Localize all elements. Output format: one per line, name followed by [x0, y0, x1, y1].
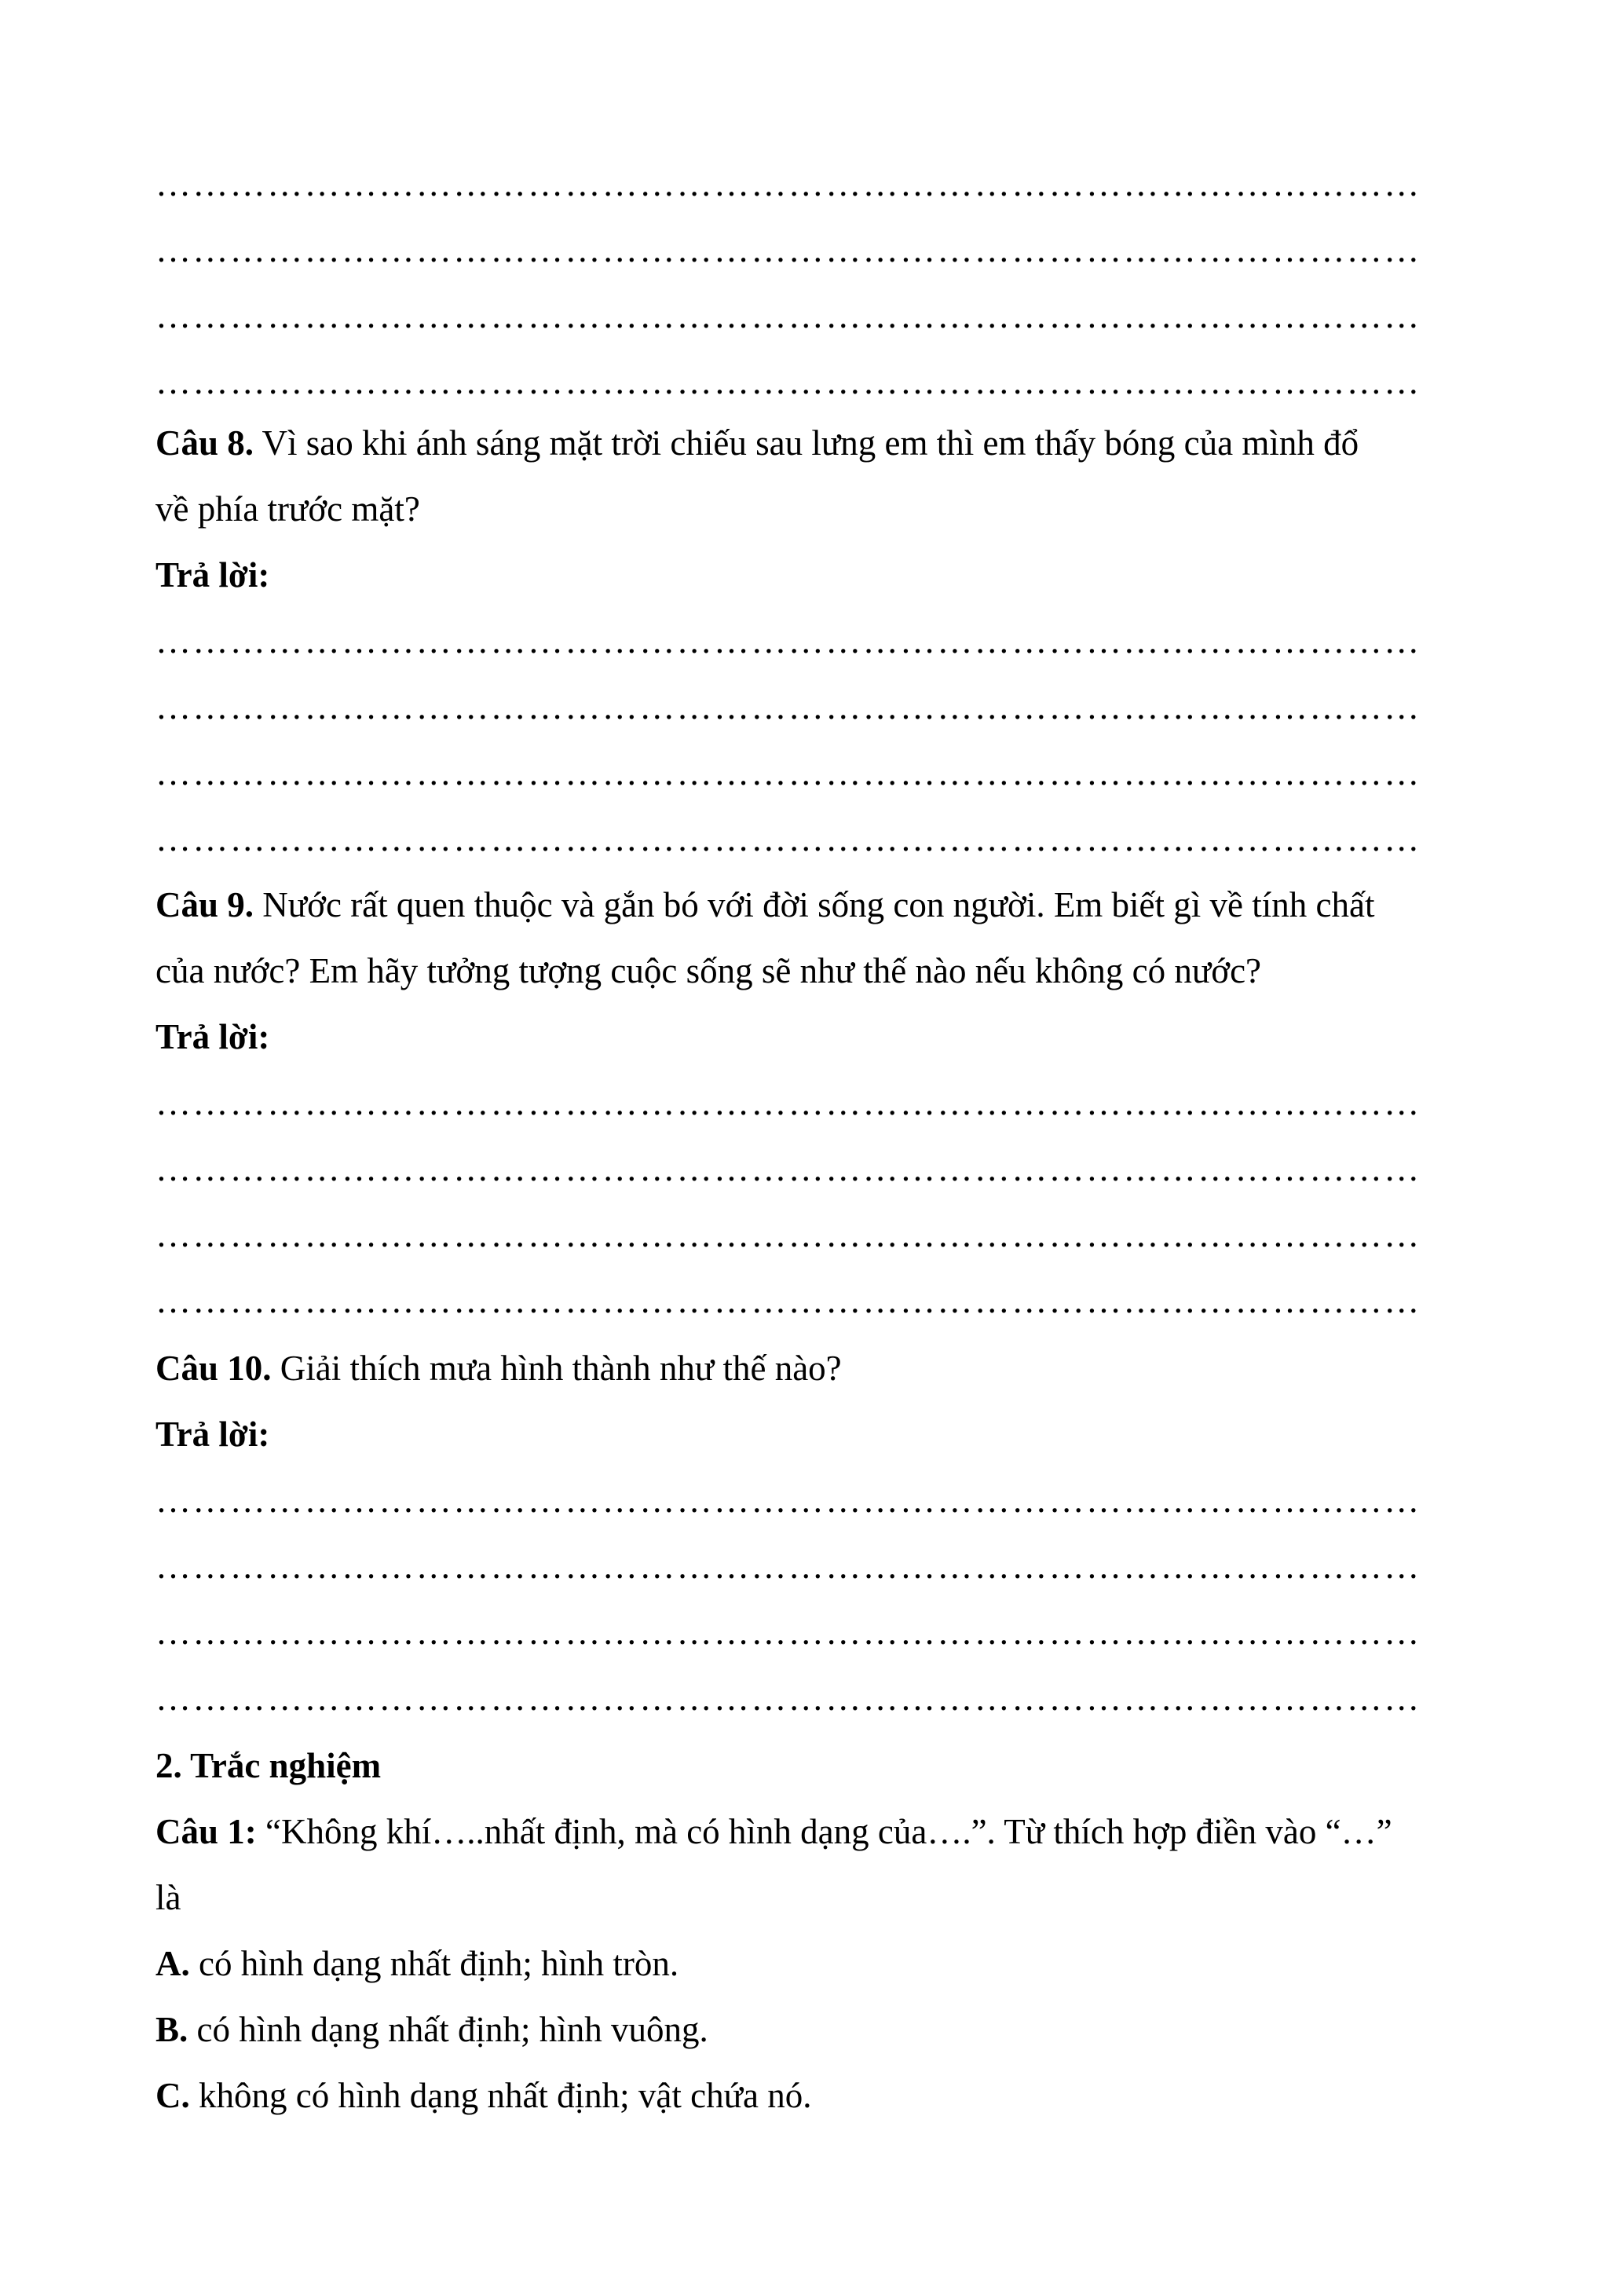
dotted-line: …………………………………………………………………………………………: [155, 687, 1421, 727]
dotted-line: …………………………………………………………………………………………: [155, 1546, 1421, 1586]
answer-label: Trả lời:: [155, 1017, 270, 1056]
dotted-line: …………………………………………………………………………………………: [155, 1612, 1421, 1652]
dotted-line: …………………………………………………………………………………………: [155, 362, 1421, 401]
question-9: [155, 872, 1475, 1334]
dotted-line: …………………………………………………………………………………………: [155, 1083, 1421, 1122]
multiple-choice-section: [155, 1733, 1475, 2128]
mc-question-1-label: Câu 1:: [155, 1812, 257, 1851]
question-9-line-1: [155, 872, 1475, 938]
option-b-text: có hình dạng nhất định; hình vuông.: [188, 2010, 708, 2049]
question-10-line-1: [155, 1335, 1475, 1401]
option-a: [155, 1931, 1475, 1997]
dotted-line: …………………………………………………………………………………………: [155, 164, 1421, 203]
mc-question-1-line-1: [155, 1799, 1475, 1865]
question-9-text: Nước rất quen thuộc và gắn bó với đời sống con người. Em biết gì về tính chất: [254, 885, 1375, 924]
answer-label: Trả lời:: [155, 1415, 270, 1454]
question-8-label: Câu 8.: [155, 423, 254, 463]
option-c: [155, 2063, 1475, 2128]
dotted-line: …………………………………………………………………………………………: [155, 753, 1421, 792]
dotted-line: …………………………………………………………………………………………: [155, 1678, 1421, 1718]
dotted-line: …………………………………………………………………………………………: [155, 1215, 1421, 1254]
question-9-line-2: của nước? Em hãy tưởng tượng cuộc sống sẽ như thế nào nếu không có nước?: [155, 951, 1262, 990]
question-10-text: Giải thích mưa hình thành như thế nào?: [271, 1349, 842, 1388]
dotted-line: …………………………………………………………………………………………: [155, 230, 1421, 269]
option-c-letter: C.: [155, 2076, 190, 2115]
dotted-line: …………………………………………………………………………………………: [155, 296, 1421, 335]
mc-question-1-line-2: là: [155, 1878, 181, 1917]
question-10: [155, 1335, 1475, 1731]
question-9-label: Câu 9.: [155, 885, 254, 924]
dotted-line: …………………………………………………………………………………………: [155, 819, 1421, 858]
option-c-text: không có hình dạng nhất định; vật chứa nó.: [189, 2076, 812, 2115]
option-a-text: có hình dạng nhất định; hình tròn.: [189, 1944, 679, 1983]
question-8-text: Vì sao khi ánh sáng mặt trời chiếu sau lưng em thì em thấy bóng của mình đổ: [254, 423, 1359, 463]
option-b-letter: B.: [155, 2010, 188, 2049]
dotted-line: …………………………………………………………………………………………: [155, 621, 1421, 661]
dotted-line: …………………………………………………………………………………………: [155, 1281, 1421, 1320]
question-8-line-1: [155, 410, 1475, 476]
option-b: [155, 1997, 1475, 2063]
question-10-label: Câu 10.: [155, 1349, 272, 1388]
section-heading: 2. Trắc nghiệm: [155, 1746, 382, 1785]
question-8: [155, 410, 1475, 872]
question-8-line-2: về phía trước mặt?: [155, 489, 420, 529]
mc-question-1-text: “Không khí…..nhất định, mà có hình dạng của….”. Từ thích hợp điền vào “…”: [256, 1812, 1392, 1851]
dotted-line: …………………………………………………………………………………………: [155, 1149, 1421, 1188]
answer-lines-q7: [155, 151, 1475, 415]
answer-label: Trả lời:: [155, 555, 270, 595]
option-a-letter: A.: [155, 1944, 190, 1983]
dotted-line: …………………………………………………………………………………………: [155, 1481, 1421, 1520]
